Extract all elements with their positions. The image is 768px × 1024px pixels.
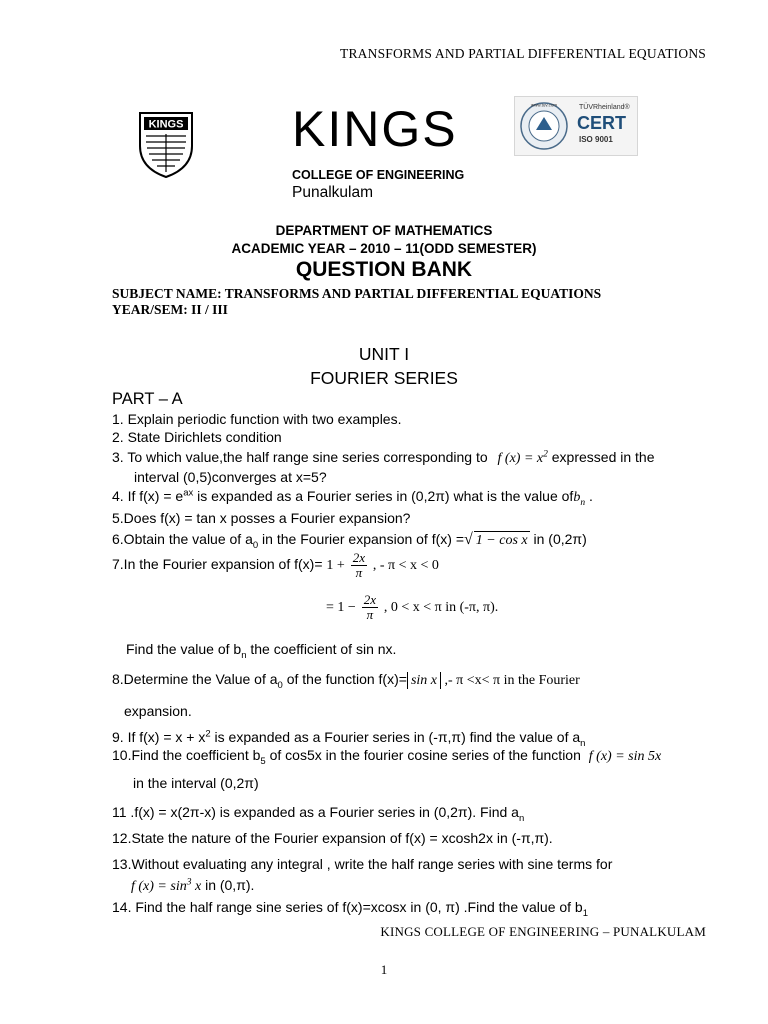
question-3: 3. To which value,the half range sine series corresponding to f $(x) = x^2$ expressed in the [112, 449, 655, 466]
college-logo [137, 110, 195, 180]
question-2: 2. State Dirichlets condition [112, 429, 282, 445]
question-8: 8.Determine the Value of $a_0$ of the function f(x)= sin x ,- π <x< π in the Fourier [112, 671, 580, 691]
unit-heading [0, 342, 768, 390]
college-wordmark: KINGS [292, 101, 458, 157]
math-expression: f (x) = sin [131, 879, 187, 894]
page-number: 1 [380, 962, 388, 977]
math-expression: f (x) = x [497, 451, 544, 466]
department-name: DEPARTMENT OF MATHEMATICS [275, 223, 493, 238]
question-5: 5.Does f(x) = tan x posses a Fourier expansion? [112, 510, 411, 526]
math-root: 1 − cos x [475, 533, 528, 548]
fraction: $\frac{2x}{\pi}$ [352, 550, 365, 580]
part-heading: PART – A [112, 390, 183, 408]
tuv-seal-icon [515, 97, 637, 155]
question-12: 12.State the nature of the Fourier expansion of f(x) = xcosh2x in (-π,π). [112, 830, 553, 846]
question-13: 13.Without evaluating any integral , write the half range series with sine terms for [112, 856, 613, 872]
academic-year: ACADEMIC YEAR – 2010 – 11(ODD SEMESTER) [231, 241, 537, 256]
question-4: 4. If $f(x) = e^{ax}$ is expanded as a Fourier series in (0,2π) what is the value ofb$_n$ . [112, 487, 593, 508]
question-3-continued: interval (0,5)converges at x=5? [134, 469, 327, 485]
seal-text: www.tuv.com [530, 102, 558, 108]
question-14: 14. Find the half range sine series of f(x)=xcosx in (0, π) .Find the value of $b_1$ [112, 899, 589, 919]
question-9: 9. If $f(x) = x + x^2$ is expanded as a Fourier series in (-π,π) find the value of $a_n$ [112, 728, 586, 749]
year-sem: YEAR/SEM: II / III [112, 302, 228, 317]
unit-title: FOURIER SERIES [310, 368, 458, 388]
college-location: Punalkulam [292, 184, 373, 201]
cert-iso: ISO 9001 [579, 135, 613, 144]
running-header: TRANSFORMS AND PARTIAL DIFFERENTIAL EQUATIONS [340, 46, 706, 61]
unit-number: UNIT I [358, 344, 410, 364]
fraction: $\frac{2x}{\pi}$ [363, 592, 376, 622]
college-crest-icon [137, 110, 195, 180]
question-10: 10.Find the coefficient $b_5$ of cos5x in the fourier cosine series of the function f (x) = sin 5x [112, 747, 662, 767]
college-logo-text: KINGS [148, 118, 184, 131]
question-8-continued: expansion. [124, 703, 192, 719]
question-6: 6.Obtain the value of $a_0$ in the Fourier expansion of f(x) =√ 1 − cos x in (0,2π) [112, 531, 587, 551]
cert-brand: TÜVRheinland® [579, 104, 630, 111]
question-7: 7.In the Fourier expansion of f(x)= 1 + $\frac{2x}{\pi}$ , - π < x < 0 [112, 550, 439, 580]
question-7-second-case: = 1 − $\frac{2x}{\pi}$ , 0 < x < π in (-π, π). [326, 592, 499, 622]
subject-block [112, 286, 601, 318]
subject-name: SUBJECT NAME: TRANSFORMS AND PARTIAL DIFFERENTIAL EQUATIONS [112, 286, 602, 301]
question-11: 11 .f(x) = x(2π-x) is expanded as a Fourier series in (0,2π). Find $a_n$ [112, 804, 525, 824]
question-10-continued: in the interval (0,2π) [133, 775, 259, 791]
page-footer: KINGS COLLEGE OF ENGINEERING – PUNALKULAM [380, 924, 706, 939]
question-1: 1. Explain periodic function with two examples. [112, 411, 402, 427]
question-7-continued: Find the value of $b_n$ the coefficient of sin nx. [126, 641, 397, 661]
cert-label: CERT [577, 113, 626, 133]
department-block [0, 222, 768, 258]
math-expression: f (x) = sin 5x [588, 749, 662, 764]
absolute-value: sin x [407, 672, 441, 689]
iso-certification-logo [514, 96, 638, 156]
college-name-line: COLLEGE OF ENGINEERING [292, 168, 465, 182]
question-13-continued: f $(x) = \sin^3 x$ in (0,π). [131, 877, 255, 894]
document-title: QUESTION BANK [295, 258, 473, 281]
